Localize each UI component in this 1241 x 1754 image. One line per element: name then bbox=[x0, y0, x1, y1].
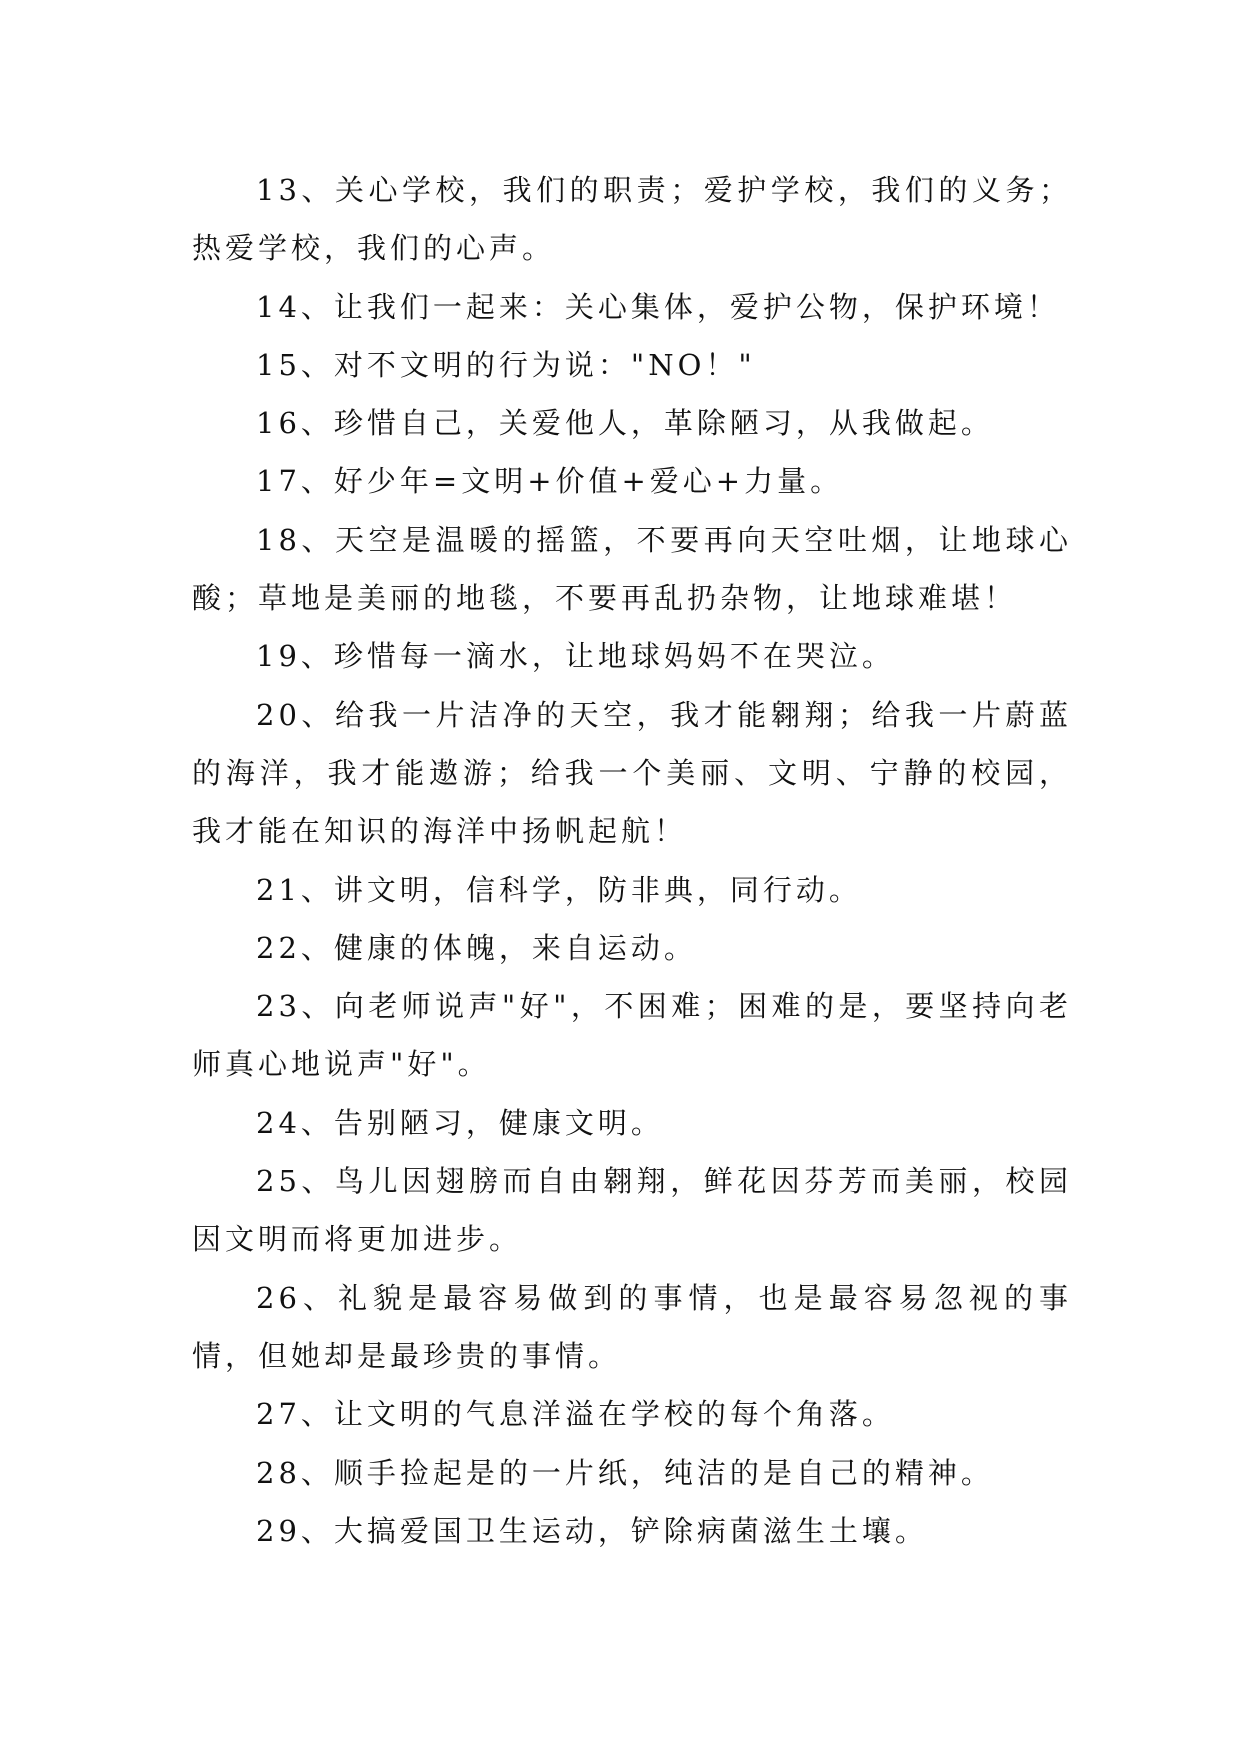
slogan-item-16: 16、珍惜自己，关爱他人，革除陋习，从我做起。 bbox=[256, 406, 994, 441]
slogan-item-19: 19、珍惜每一滴水，让地球妈妈不在哭泣。 bbox=[256, 639, 895, 674]
slogan-item-17: 17、好少年=文明+价值+爱心+力量。 bbox=[256, 464, 844, 499]
slogan-item-22: 22、健康的体魄，来自运动。 bbox=[256, 930, 697, 965]
document-body bbox=[192, 161, 1072, 1560]
slogan-item-14: 14、让我们一起来：关心集体，爱护公物，保护环境！ bbox=[256, 289, 1060, 324]
slogan-item-23: 23、向老师说声"好"，不困难；困难的是，要坚持向老师真心地说声"好"。 bbox=[192, 989, 1072, 1082]
slogan-item-26: 26、礼貌是最容易做到的事情，也是最容易忽视的事情，但她却是最珍贵的事情。 bbox=[192, 1280, 1072, 1373]
slogan-item-18: 18、天空是温暖的摇篮，不要再向天空吐烟，让地球心酸；草地是美丽的地毯，不要再乱扔杂物，让地球难堪！ bbox=[192, 522, 1072, 616]
slogan-item-29: 29、大搞爱国卫生运动，铲除病菌滋生土壤。 bbox=[256, 1513, 928, 1548]
slogan-item-25: 25、鸟儿因翅膀而自由翱翔，鲜花因芬芳而美丽，校园因文明而将更加进步。 bbox=[192, 1164, 1072, 1257]
slogan-item-21: 21、讲文明，信科学，防非典，同行动。 bbox=[256, 872, 862, 907]
slogan-item-28: 28、顺手捡起是的一片纸，纯洁的是自己的精神。 bbox=[256, 1455, 994, 1490]
slogan-item-24: 24、告别陋习，健康文明。 bbox=[256, 1105, 664, 1140]
slogan-item-20: 20、给我一片洁净的天空，我才能翱翔；给我一片蔚蓝的海洋，我才能遨游；给我一个美丽、文明、宁静的校园，我才能在知识的海洋中扬帆起航！ bbox=[192, 697, 1072, 849]
slogan-item-15: 15、对不文明的行为说："NO！" bbox=[256, 347, 756, 382]
slogan-item-13: 13、关心学校，我们的职责；爱护学校，我们的义务；热爱学校，我们的心声。 bbox=[192, 173, 1072, 266]
slogan-item-27: 27、让文明的气息洋溢在学校的每个角落。 bbox=[256, 1397, 895, 1432]
